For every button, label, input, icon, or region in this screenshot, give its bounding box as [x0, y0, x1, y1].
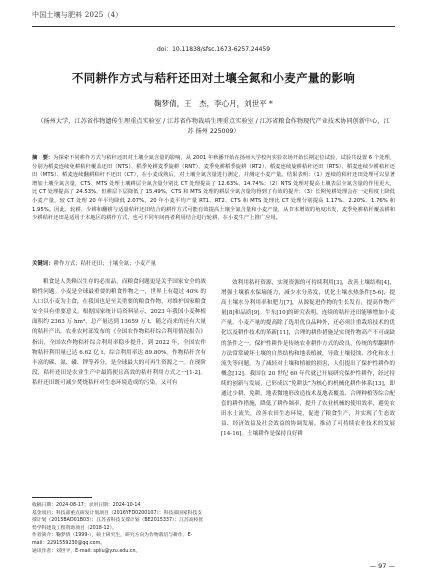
author-list: 鞠梦倩，王 杰，李心月，刘世平 *	[154, 99, 273, 108]
paper-title: 不同耕作方式与秸秆还田对土壤全氮和小麦产量的影响	[71, 71, 356, 85]
abstract	[32, 154, 395, 223]
footnote-corresponding: 通讯作者：刘世平，E-mail: spliu@yzu.edu.cn。	[32, 548, 141, 554]
footnote-author: 作者简介：鞠梦倩（1999-），硕士研究生，研究方向为作物栽培与耕作。E-mail：2291559230@qq.com。	[32, 533, 193, 546]
keywords-text: 耕作方式；秸秆还田；土壤全氮；小麦产量	[53, 261, 157, 267]
footnote-funding: 基金项目：科技部重点研发计划项目（2016YFD0200107）；科技部国家科技支撑计划（2015BAD01B03）；江苏省科技支撑计划（BE2015337）；江苏高校优势学科建设工程资助项目（2018-12）。	[32, 510, 204, 531]
affiliation: （扬州大学，江苏省作物遗传生理重点实验室 / 江苏省作物栽培生理重点实验室 / 江苏省粮食作物现代产业技术协同创新中心，江苏 扬州 225009）	[37, 118, 390, 135]
keywords	[32, 259, 395, 267]
running-head: 中国土壤与肥料 2025（4）	[32, 11, 123, 19]
doi-line: doi：10.11838/sfsc.1673-6257.24459	[156, 46, 271, 53]
abstract-label: 摘 要：	[32, 155, 54, 161]
abstract-text: 为探索不同耕作方式与秸秆还田对土壤全氮含量的影响，从 2001 年秋播开始在扬州大学校内实验农场开始长期定位试验，试验共设置 6 个处理，分别为稻麦连续免耕秸秆覆盖还田（NTS）、稻季免耕麦季旋耕（RNT）、麦季免耕稻季旋耕（RT2）、稻麦连续旋耕秸秆还田（RTS）、稻麦连续少耕秸秆还田（MTS）、稻麦连续翻耕秸秆不还田（CT），在小麦成熟后，对土壤全氮含量进行测定，并测定小麦产量。结果表明：（1）连续的秸秆还田处理可以显著增加土壤全氮含量，CTS、MTS 处理土壤耕层全氮含量分别比 CT 处理提高了 12.63%、14.74%；（2）NTS 处理对提高土壤表层全氮含量的作用更大，比 CT 处理提高了 24.53%，但耕层下层降低了 15.49%，CTS 和 MTS 处理的耕层全氮含量均得到了有效的提升；（3）长期免耕处理会在一定程度上降低小麦产量，较 CT 处理 20 年平均降低 2.07%，20 年小麦平均产量 RT1、RT2、CTS 和 MTS 处理比 CT 处理分别提高 1.17%、2.20%、1.76% 和 1.95%。因此，轮耕、少耕和翻耕与适量秸秆还田结合的耕作方式可能有效提高土壤全氮含量和小麦产量，从节本增效的角度出发，麦季免耕秸秆覆盖耕和少耕秸秆还田是适用于本地区的耕作方式，也可不同年间再者利用结合进行轮耕，在小麦生产上推广应用。	[32, 155, 395, 222]
footnote-received: 收稿日期：2024-08-17；录用日期：2024-10-14	[32, 503, 141, 508]
body-column-right: 效利用秸秆资源，实现资源的可持续利用[3]，改善土壤结构[4]，增强土壤蓄水保墒能力，减少水分蒸发，优化土壤水热条件[5-6]，提高土壤水分利用率和肥力[7]，从源促进作物的生长发育，提高作物产量[8]和品质[9]。牛东[10]的研究表明，连续的秸秆还田能够增加小麦产量。小麦产量的提高除了选用优良品种外，还必须注重栽培技术的优化以及耕作技术的革新[11]，合理的耕作措施是实现作物高产不可或缺的条件之一。保护性耕作是传统农业耕作方式的改良，传统的犁翻耕作方法常常破坏土壤的自然结构和地表植被，导致土壤侵蚀、沙化和水土流失等问题，为了减轻对土壤和植被的损害，人们提出了保护性耕作的概念[12]。我国在 20 世纪 60 年代就已开展研究保护性耕作，经过持续的创新与发展，已形成以“免耕法”为核心的机械化耕作体系[13]，即通过少耕、免耕、地表微地形改造技术及地表覆盖、合理种植等综合配套的耕作措施，降低了耕作频率，提升了农业机械的使用效率，避免农田水土流失，改善农田生态环境，促进了粮食生产，并实现了生态效益、经济效益及社会效益的协调发展。推动了可持续农业技术的发展[14-16]。土壤耕作是保持良好耕	[221, 280, 395, 438]
keywords-label: 关键词：	[32, 261, 54, 267]
footnotes	[32, 502, 206, 555]
page-number: — 97 —	[369, 562, 395, 570]
header-rule	[32, 26, 395, 27]
footnote-rule	[32, 497, 92, 498]
body-column-left: 粮食是人类赖以生存的必需品，而粮食问题更是关乎国家安全的战略性问题。小麦是全球最重要的粮食作物之一，世界上有超过 40% 的人口以小麦为主食，在我国也是至关重要的粮食作物，对维护国家粮食安全具有重要意义。根据国家统计局资料显示，2023 年我国小麦种植面积约 2363 万 hm²，总产量达到 13659 万 t，随之而来的还有大量的秸秆产出。农业农村部发布的《全国农作物秸秆综合利用情况报告》指出，全国农作物秸秆综合利用率稳步提升，到 2022 年，全国农作物秸秆利用量已达 6.62 亿 t，综合利用率达 89.80%。作物秸秆含有丰富的碳、氮、磷、钾等养分，是全球最大的可再生资源之一。在现阶段，秸秆还田是农业生产中最简便且高效的秸秆利用方式之一[1-2]。秸秆还田既可减少焚烧秸秆对生态环境造成的污染，又可有	[32, 279, 206, 386]
